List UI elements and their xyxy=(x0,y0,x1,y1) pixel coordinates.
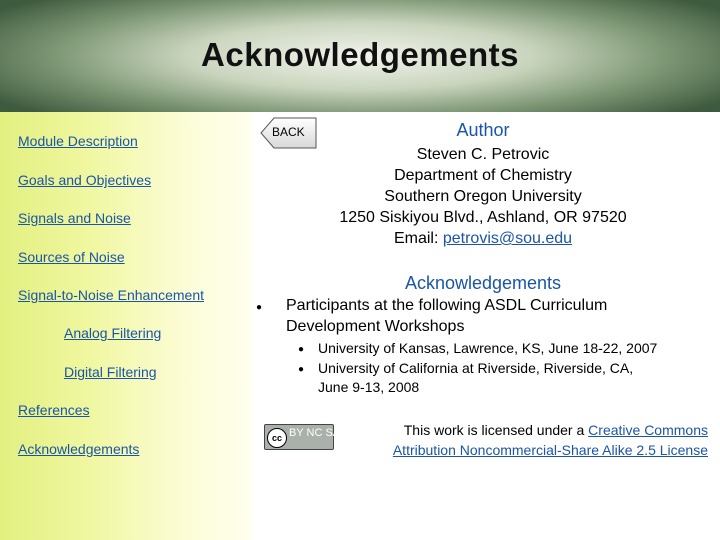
ack-intro-line2: Development Workshops xyxy=(286,318,465,335)
email-label: Email: xyxy=(393,230,443,247)
sidebar-item-acknowledgements[interactable]: Acknowledgements xyxy=(18,441,140,457)
sidebar-item-signal-to-noise-enhancement[interactable]: Signal-to-Noise Enhancement xyxy=(18,287,204,303)
author-email-line xyxy=(308,230,658,248)
header-banner xyxy=(0,0,720,112)
sidebar-item-references[interactable]: References xyxy=(18,402,90,418)
license-prefix: This work is licensed under a xyxy=(403,422,589,438)
bullet-icon: ● xyxy=(256,302,263,313)
main-content xyxy=(252,112,720,540)
creative-commons-badge[interactable] xyxy=(264,424,341,450)
cc-license-icons: BY NC SA xyxy=(289,427,341,439)
back-button[interactable] xyxy=(260,116,316,148)
back-button-label: BACK xyxy=(272,125,305,139)
license-text xyxy=(344,420,708,460)
workshop-riverside-line2: June 9-13, 2008 xyxy=(318,379,420,395)
sidebar-item-goals-and-objectives[interactable]: Goals and Objectives xyxy=(18,172,152,188)
workshop-riverside-line1: University of California at Riverside, Riverside, CA, xyxy=(318,360,634,376)
sidebar-item-module-description[interactable]: Module Description xyxy=(18,133,138,149)
author-university: Southern Oregon University xyxy=(384,188,582,205)
license-link-line2[interactable]: Attribution Noncommercial-Share Alike 2.5 License xyxy=(392,442,708,458)
workshop-kansas: University of Kansas, Lawrence, KS, June 18-22, 2007 xyxy=(318,340,658,356)
email-link[interactable]: petrovis@sou.edu xyxy=(442,230,573,247)
sub-bullet-icon: ● xyxy=(298,344,305,355)
sidebar-item-analog-filtering[interactable]: Analog Filtering xyxy=(64,325,162,341)
author-name: Steven C. Petrovic xyxy=(416,146,550,163)
author-heading: Author xyxy=(456,120,510,140)
sidebar-item-digital-filtering[interactable]: Digital Filtering xyxy=(64,364,157,380)
sidebar-item-sources-of-noise[interactable]: Sources of Noise xyxy=(18,249,125,265)
sidebar xyxy=(0,112,252,540)
author-address: 1250 Siskiyou Blvd., Ashland, OR 97520 xyxy=(339,209,627,226)
cc-logo-icon: cc xyxy=(267,428,287,448)
license-link-line1[interactable]: Creative Commons xyxy=(588,422,708,438)
acknowledgements-heading: Acknowledgements xyxy=(404,273,562,293)
author-department: Department of Chemistry xyxy=(394,167,572,184)
ack-intro-line1: Participants at the following ASDL Curriculum xyxy=(286,297,608,314)
sub-bullet-icon: ● xyxy=(298,364,305,375)
page-title: Acknowledgements xyxy=(201,36,519,73)
sidebar-item-signals-and-noise[interactable]: Signals and Noise xyxy=(18,210,131,226)
